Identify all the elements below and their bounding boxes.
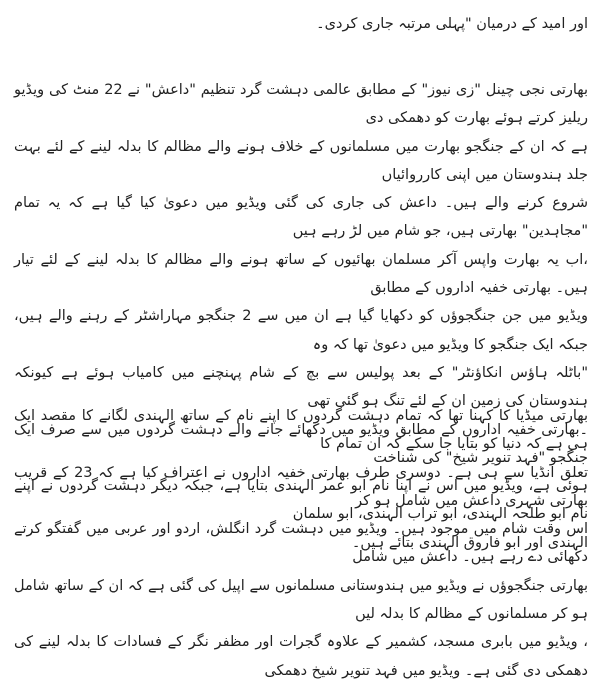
text-line: ویڈیو میں جن جنگجوؤں کو دکھایا گیا ہے ان میں سے 2 جنگجو مہاراشٹر کے رہنے والے ہیں، جبکہ ایک جنگجو کا ویڈیو میں دعویٰ تھا کہ وہ [14, 308, 588, 353]
text-line: بھارتی میڈیا کا کہنا تھا کہ تمام دہشت گردوں کا اپنے نام کے ساتھ الہندی لگانے کا مقصد ایک ہی ہے کہ دنیا کو بتایا جا سکے کہ ان تمام کا [14, 408, 588, 453]
text-line: ہے کہ ان کے جنگجو بھارت میں مسلمانوں کے خلاف ہونے والے مظالم کا بدلہ لینے کے لئے بہت جلد ہندوستان میں اپنی کارروائیاں [14, 138, 588, 183]
text-line: ،اب یہ بھارت واپس آکر مسلمان بھائیوں کے ساتھ ہونے والے مظالم کا بدلہ لینے کے لئے تیار ہیں۔ بھارتی خفیہ اداروں کے مطابق [14, 251, 588, 297]
text-line: ہوئی ہے، ویڈیو میں اس نے اپنا نام ابو عمر الہندی بتایا ہے، جبکہ دیگر دہشت گردوں نے اپنے نام ابو طلحہ الہندی، ابو تراب الہندی، ابو سلمان [14, 478, 588, 523]
text-line: بھارتی جنگجوؤں نے ویڈیو میں ہندوستانی مسلمانوں سے اپیل کی گئی ہے کہ ان کے ساتھ شامل ہو کر مسلمانوں کے مظالم کا بدلہ لیں [14, 577, 588, 623]
paragraph-intro-tail [14, 0, 588, 32]
text-line: "باٹلہ ہاؤس انکاؤنٹر" کے بعد پولیس سے بچ کے شام پہنچنے میں کامیاب ہوئے ہے کیونکہ ہندوستان کی زمین ان کے لئے تنگ ہو گئی تھی [14, 364, 588, 410]
text-line: تعلق انڈیا سے ہی ہے۔ دوسری طرف بھارتی خفیہ اداروں نے اعتراف کیا ہے کہ 23 کے قریب بھارتی شہری داعش میں شامل ہو کر [14, 464, 588, 509]
text-line: ۔بھارتی خفیہ اداروں کے مطابق ویڈیو میں دکھائے جانے والے دہشت گردوں میں سے صرف ایک جنگجو "فہد تنویر شیخ" کی شناخت [14, 421, 588, 466]
text-line: الہندی اور ابو فاروق الہندی بتائے ہیں۔ [351, 534, 588, 551]
text-line: اس وقت شام میں موجود ہیں۔ ویڈیو میں دہشت گرد انگلش، اردو اور عربی میں گفتگو کرتے دکھائی دے رہے ہیں۔ داعش میں شامل [14, 521, 588, 566]
text-line: ، ویڈیو میں بابری مسجد، کشمیر کے علاوہ گجرات اور مظفر نگر کے فسادات کا بدلہ لینے کی دھمکی دی گئی ہے۔ ویڈیو میں فہد تنویر شیخ دھمکی [14, 634, 588, 679]
text-line: بھارتی نجی چینل "زی نیوز" کے مطابق عالمی دہشت گرد تنظیم "داعش" نے 22 منٹ کی ویڈیو ریلیز کرتے ہوئے بھارت کو دھمکی دی [14, 82, 588, 127]
text-line: اور امید کے درمیان "پہلی مرتبہ جاری کردی۔ [316, 16, 588, 32]
text-line: شروع کرنے والے ہیں۔ داعش کی جاری کی گئی ویڈیو میں دعویٰ کیا گیا ہے کہ یہ تمام "مجاہدین" بھارتی ہیں، جو شام میں لڑ رہے ہیں [14, 195, 588, 240]
paragraph-indian-media [14, 402, 588, 685]
